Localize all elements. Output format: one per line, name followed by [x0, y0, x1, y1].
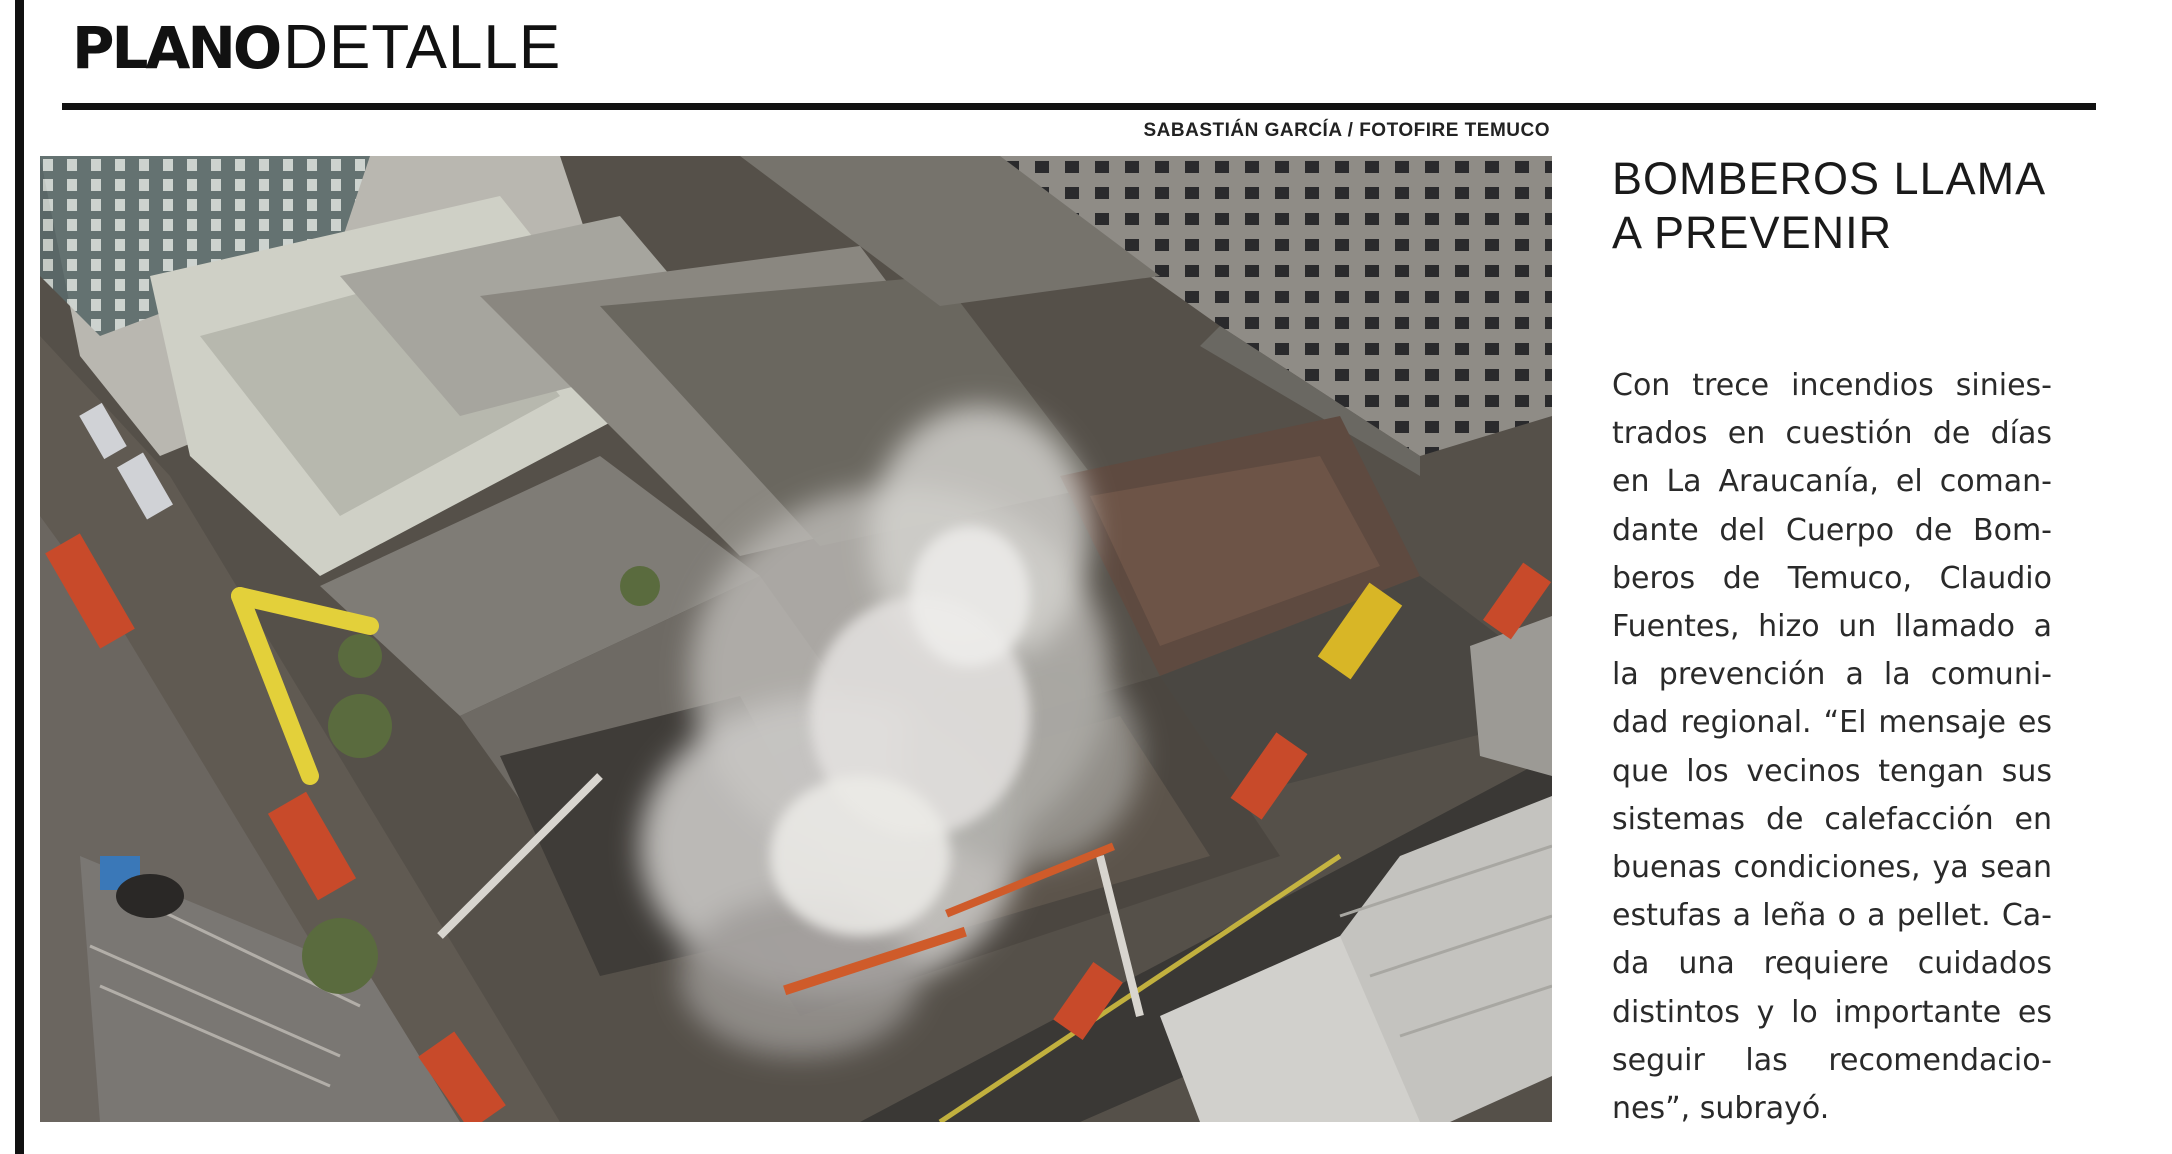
body-line: estufas a leña o a pellet. Ca- [1612, 898, 2052, 934]
body-line: dante del Cuerpo de Bom- [1612, 512, 2052, 548]
body-line: Fuentes, hizo un llamado a [1612, 609, 2052, 645]
header-divider [62, 103, 2096, 110]
body-line: sistemas de calefacción en [1612, 801, 2052, 837]
body-line: da una requiere cuidados [1612, 946, 2052, 982]
headline-line: BOMBEROS LLAMA [1612, 153, 2047, 204]
aerial-fire-photo [40, 156, 1552, 1122]
body-line: trados en cuestión de días [1612, 416, 2052, 452]
body-line: en La Araucanía, el coman- [1612, 464, 2052, 500]
body-line: la prevención a la comuni- [1612, 657, 2052, 693]
body-line: dad regional. “El mensaje es [1612, 705, 2052, 741]
masthead-bold: PLANO [72, 14, 280, 82]
section-masthead [72, 12, 561, 92]
headline-line: A PREVENIR [1612, 207, 1893, 258]
body-line: que los vecinos tengan sus [1612, 753, 2052, 789]
masthead-light: DETALLE [283, 13, 562, 82]
article-headline [1612, 152, 2082, 260]
body-line: beros de Temuco, Claudio [1612, 560, 2052, 596]
left-margin-rule [15, 0, 24, 1154]
body-line: Con trece incendios sinies- [1612, 368, 2052, 403]
body-line: distintos y lo importante es [1612, 994, 2052, 1030]
body-line: buenas condiciones, ya sean [1612, 850, 2052, 886]
photo-credit: SABASTIÁN GARCÍA / FOTOFIRE TEMUCO [1143, 120, 1550, 141]
body-line: nes”, subrayó. [1612, 1091, 1830, 1127]
body-line: seguir las recomendacio- [1612, 1042, 2052, 1078]
article-body [1612, 362, 2052, 1133]
